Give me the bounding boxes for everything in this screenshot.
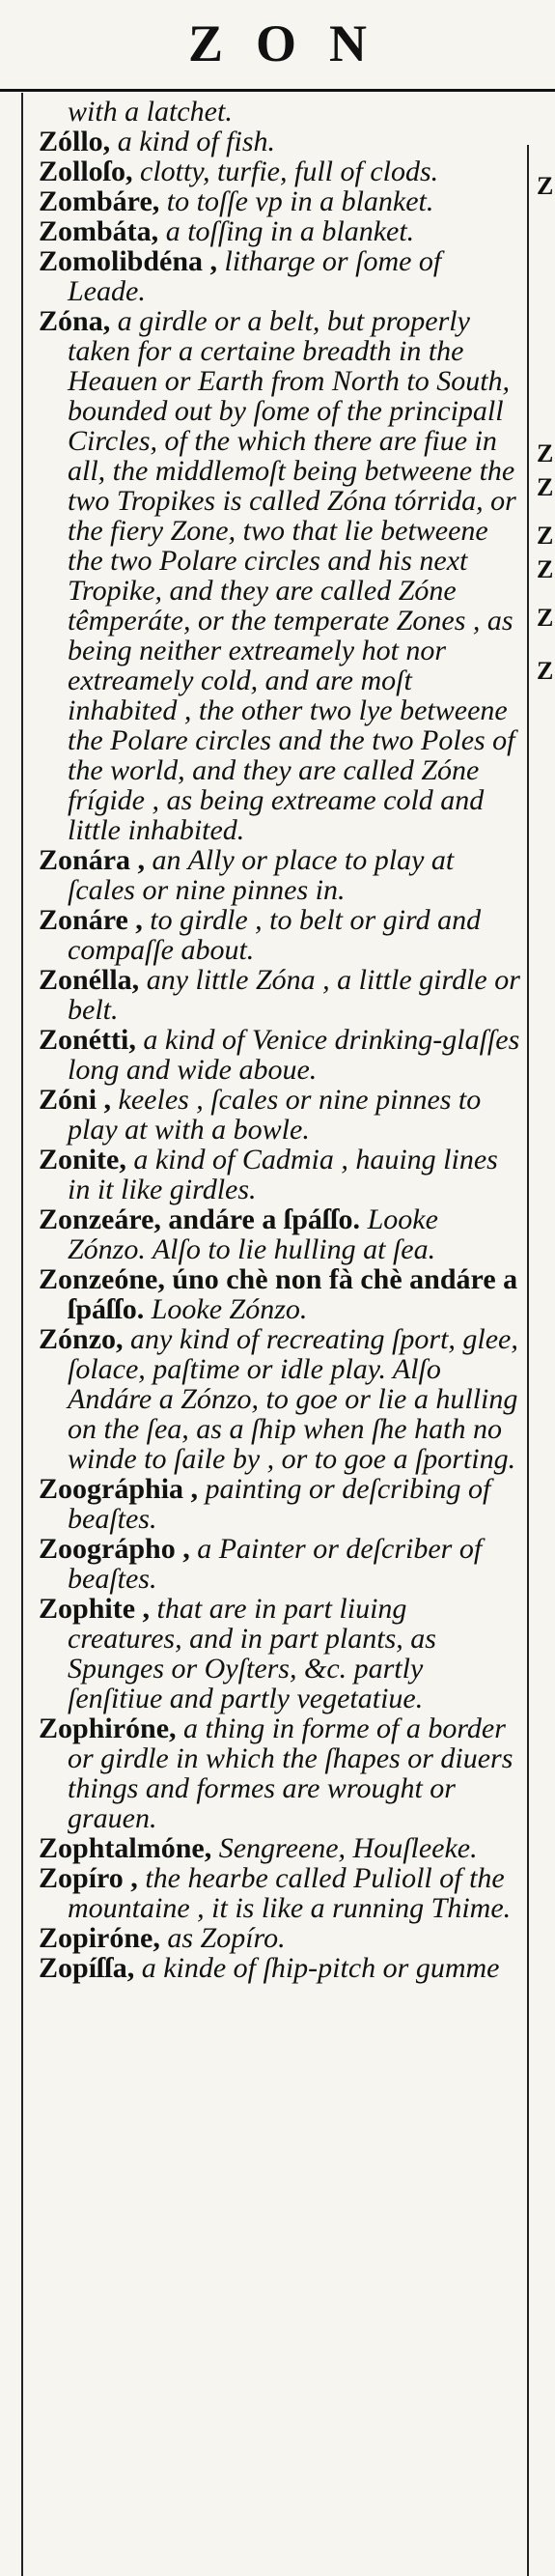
entry-definition: a girdle or a belt, but properly taken for a certaine breadth in the Heauen or Earth from North to South, bounded out by ſome of the principall Circles, of the which there are fiue in all, the middlemoſt being betweene the two Tropikes is called Zóna tórrida, or the fiery Zone, two that lie betweene the two Polare circles and his next Tropike, and they are called Zóne têmperáte, or the temperate Zones , as being neither extreamely hot nor extreamely cold, and are moſt inhabited , the other two lye betweene the Polare circles and the two Poles of the world, and they are called Zóne frígide , as being extreame cold and little inhabited. bbox=[68, 305, 516, 846]
dictionary-entry bbox=[39, 1534, 521, 1594]
entry-headword: Zonára , bbox=[39, 844, 146, 876]
entry-definition: to girdle , to belt or gird and compaſſe about. bbox=[68, 904, 482, 966]
dictionary-entry bbox=[39, 216, 521, 246]
right-column-fragment: Z bbox=[537, 439, 554, 467]
entry-headword: Zoográphia , bbox=[39, 1473, 199, 1505]
entry-headword: Zóni , bbox=[39, 1084, 112, 1116]
entry-definition: a thing in forme of a border or girdle in which the ſhapes or diuers things and formes are wrought or grauen. bbox=[68, 1713, 513, 1834]
entry-definition: a kinde of ſhip-pitch or gumme bbox=[134, 1952, 500, 1984]
dictionary-entry bbox=[39, 127, 521, 156]
dictionary-entry bbox=[39, 1085, 521, 1145]
entry-headword: Zonétti, bbox=[39, 1024, 136, 1056]
page-header bbox=[0, 0, 555, 87]
entry-definition: keeles , ſcales or nine pinnes to play at with a bowle. bbox=[68, 1084, 482, 1146]
entry-definition: Sengreene, Houſleeke. bbox=[211, 1832, 478, 1864]
entry-definition: any little Zóna , a little girdle or belt. bbox=[68, 964, 520, 1026]
dictionary-entry bbox=[39, 306, 521, 845]
entry-headword: Zonzeóne, úno chè non fà chè andáre a ſpáſſo. bbox=[39, 1263, 518, 1325]
dictionary-entry bbox=[39, 1923, 521, 1953]
dictionary-entry bbox=[39, 845, 521, 905]
dictionary-entry bbox=[39, 1594, 521, 1713]
entry-definition: any kind of recreating ſport, glee, ſolace, paſtime or idle play. Alſo Andáre a Zónzo, to goe or lie a hulling on the ſea, as a ſhip when ſhe hath no winde to ſaile by , or to goe a ſporting. bbox=[68, 1323, 518, 1475]
entry-headword: Zoográpho , bbox=[39, 1533, 190, 1565]
entry-list bbox=[39, 97, 521, 1983]
entry-definition: a kind of Cadmia , hauing lines in it like girdles. bbox=[68, 1144, 498, 1205]
entry-definition: a toſſing in a blanket. bbox=[158, 215, 415, 247]
entry-definition: the hearbe called Pulioll of the mountaine , it is like a running Thime. bbox=[68, 1862, 512, 1924]
entry-headword: Zophtalmóne, bbox=[39, 1832, 212, 1864]
dictionary-entry bbox=[39, 97, 521, 127]
dictionary-entry bbox=[39, 246, 521, 306]
right-column-fragment: Z bbox=[537, 555, 554, 583]
entry-definition: with a latchet. bbox=[68, 96, 233, 127]
entry-definition: litharge or ſome of Leade. bbox=[68, 245, 442, 307]
entry-definition: Looke Zónzo. Alſo to lie hulling at ſea. bbox=[68, 1203, 438, 1265]
dictionary-entry bbox=[39, 1863, 521, 1923]
entry-definition: clotty, turfie, full of clods. bbox=[132, 156, 439, 187]
left-column-rule bbox=[21, 93, 23, 2576]
right-column-fragment: Z bbox=[537, 604, 554, 632]
entry-definition: a Painter or deſcriber of beaſtes. bbox=[68, 1533, 483, 1595]
entry-headword: Zomolibdéna , bbox=[39, 245, 218, 277]
entry-headword: Zombáta, bbox=[39, 215, 159, 247]
right-column-rule bbox=[527, 145, 529, 2576]
entry-headword: Zophiróne, bbox=[39, 1713, 177, 1744]
entry-definition: an Ally or place to play at ſcales or nine pinnes in. bbox=[68, 844, 455, 906]
right-column-fragment: Z bbox=[537, 522, 554, 550]
entry-headword: Zonzeáre, andáre a ſpáſſo. bbox=[39, 1203, 361, 1235]
entry-definition: a kind of Venice drinking-glaſſes long and wide aboue. bbox=[68, 1024, 520, 1086]
right-column-fragment: Z bbox=[537, 473, 554, 501]
dictionary-entry bbox=[39, 1953, 521, 1983]
entry-headword: Zombáre, bbox=[39, 185, 160, 217]
dictionary-entry bbox=[39, 1204, 521, 1264]
dictionary-entry bbox=[39, 965, 521, 1025]
entry-headword: Zóllo, bbox=[39, 126, 111, 157]
dictionary-entry bbox=[39, 156, 521, 186]
entry-headword: Zopíro , bbox=[39, 1862, 138, 1894]
entry-headword: Zopíſſa, bbox=[39, 1952, 135, 1984]
right-column-fragment: Z bbox=[537, 172, 554, 200]
entry-definition: Looke Zónzo. bbox=[144, 1293, 308, 1325]
dictionary-entry bbox=[39, 1264, 521, 1324]
entry-headword: Zonélla, bbox=[39, 964, 140, 996]
dictionary-entry bbox=[39, 1145, 521, 1204]
right-column-fragment: Z bbox=[537, 657, 554, 685]
dictionary-entry bbox=[39, 1713, 521, 1833]
entry-headword: Zóna, bbox=[39, 305, 111, 337]
header-rule bbox=[0, 89, 555, 92]
dictionary-entry bbox=[39, 1025, 521, 1085]
dictionary-entry bbox=[39, 1474, 521, 1534]
dictionary-entry bbox=[39, 1833, 521, 1863]
dictionary-entry bbox=[39, 186, 521, 216]
entry-headword: Zonite, bbox=[39, 1144, 126, 1175]
entry-definition: as Zopíro. bbox=[159, 1922, 286, 1954]
running-head: ZON bbox=[187, 14, 401, 72]
dictionary-entry bbox=[39, 1324, 521, 1474]
entry-definition: painting or deſcribing of beaſtes. bbox=[68, 1473, 491, 1535]
entry-headword: Zophite , bbox=[39, 1593, 151, 1625]
entry-definition: that are in part liuing creatures, and in part plants, as Spunges or Oyſters, &c. partly ſenſitiue and partly vegetatiue. bbox=[68, 1593, 436, 1714]
dictionary-entry bbox=[39, 905, 521, 965]
entry-headword: Zonáre , bbox=[39, 904, 143, 936]
entry-headword: Zopiróne, bbox=[39, 1922, 160, 1954]
entry-headword: Zolloſo, bbox=[39, 156, 133, 187]
entry-definition: a kind of fish. bbox=[110, 126, 276, 157]
entry-definition: to toſſe vp in a blanket. bbox=[159, 185, 434, 217]
entry-headword: Zónzo, bbox=[39, 1323, 124, 1355]
